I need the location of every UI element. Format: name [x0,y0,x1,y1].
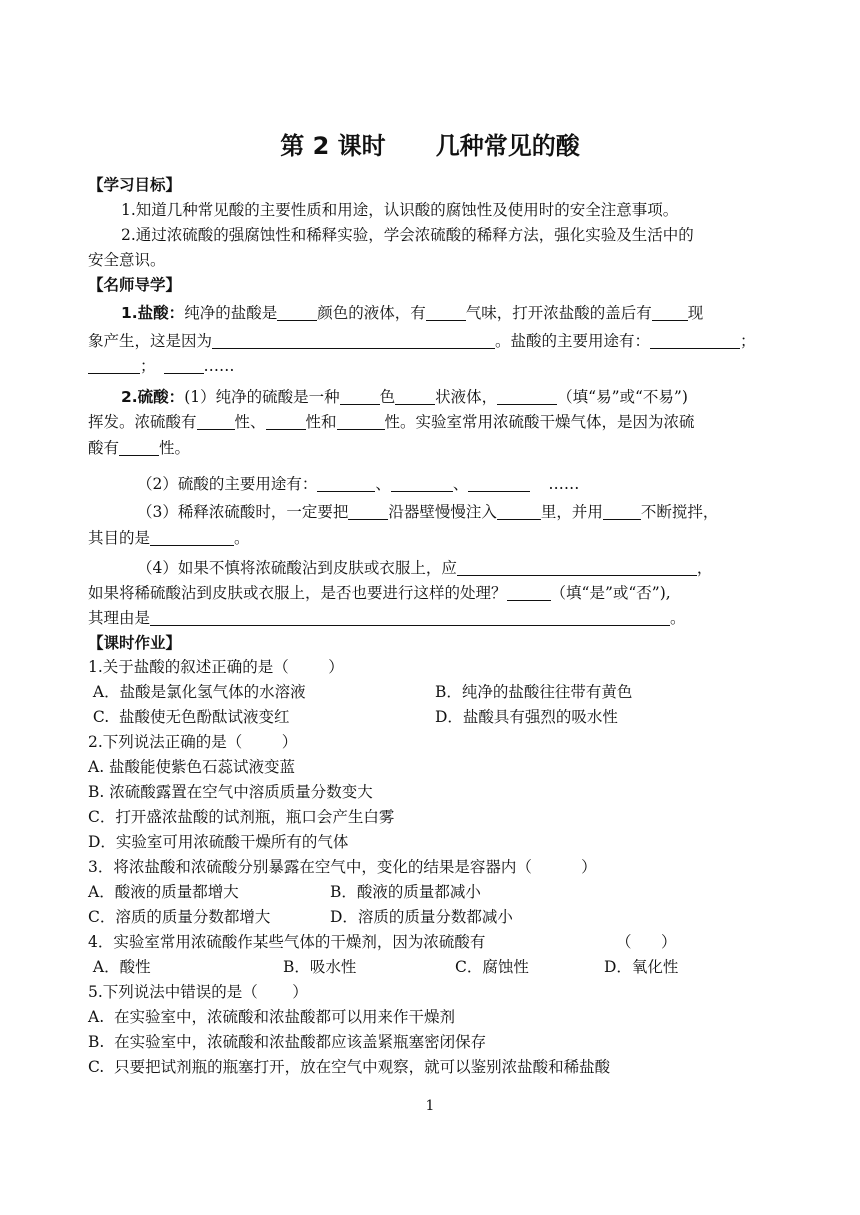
dilution-line-1 [137,500,718,525]
blank-h2so4-property-3[interactable] [337,412,385,430]
blank-dilution-into[interactable] [497,502,541,520]
blank-dilution-pour[interactable] [348,502,388,520]
text: ； [140,357,156,375]
text: 。 [234,529,250,547]
blank-hcl-odor[interactable] [426,303,466,321]
text: 、 [375,475,391,493]
blank-hcl-use-2[interactable] [88,356,140,374]
blank-h2so4-property-2[interactable] [266,412,306,430]
text: (1）纯净的硫酸是一种 [184,388,340,406]
question-4-option-b: B．吸水性 [283,958,357,976]
page-title: 第 2 课时 几种常见的酸 [280,132,580,160]
spill-line-2 [88,581,671,606]
h2so4-uses-line [137,472,579,497]
blank-h2so4-color[interactable] [340,387,380,405]
text: （填“易”或“不易”) [557,388,688,406]
goal-item-1: 1.知道几种常见酸的主要性质和用途，认识酸的腐蚀性及使用时的安全注意事项。 [121,201,679,219]
question-2-option-a: A. 盐酸能使紫色石蕊试液变蓝 [88,758,296,776]
section-heading-homework: 【课时作业】 [88,634,182,652]
blank-h2so4-use-2[interactable] [391,474,453,492]
hcl-line-3 [88,354,235,379]
section-heading-goals: 【学习目标】 [88,176,182,194]
text: 性、 [234,413,266,431]
page-number: 1 [425,1098,435,1114]
dilution-line-2 [88,526,250,551]
blank-h2so4-use-3[interactable] [468,474,530,492]
question-4-answer-paren: （ ） [616,933,677,951]
text: 纯净的盐酸是 [184,304,278,322]
text: 性。实验室常用浓硫酸干燥气体，是因为浓硫 [384,413,695,431]
question-3-option-d: D．溶质的质量分数都减小 [330,908,513,926]
blank-hcl-reason[interactable] [212,331,495,349]
question-5-option-a: A. 在实验室中，浓硫酸和浓盐酸都可以用来作干燥剂 [88,1008,455,1026]
text: 状液体， [435,388,498,406]
question-3: 3．将浓盐酸和浓硫酸分别暴露在空气中，变化的结果是容器内（ ） [88,858,597,876]
blank-h2so4-property-1[interactable] [197,412,235,430]
question-2-option-d: D．实验室可用浓硫酸干燥所有的气体 [88,833,349,851]
blank-dilution-purpose[interactable] [150,528,234,546]
question-2-option-c: C．打开盛浓盐酸的试剂瓶，瓶口会产生白雾 [88,808,395,826]
blank-hcl-use-3[interactable] [164,356,204,374]
question-3-option-a: A．酸液的质量都增大 [88,883,239,901]
h2so4-line-1 [121,385,688,410]
blank-hcl-use-1[interactable] [650,331,740,349]
blank-h2so4-drying[interactable] [119,438,159,456]
question-1-option-d: D．盐酸具有强烈的吸水性 [435,708,618,726]
blank-dilution-stir[interactable] [603,502,641,520]
question-4: 4．实验室常用浓硫酸作某些气体的干燥剂，因为浓硫酸有 [88,933,486,951]
blank-h2so4-use-1[interactable] [317,474,375,492]
text: （2）硫酸的主要用途有： [137,475,318,493]
question-3-option-c: C．溶质的质量分数都增大 [88,908,271,926]
spill-line-1 [137,556,712,581]
h2so4-heading: 2.硫酸： [121,388,185,406]
question-5-option-b: B. 在实验室中，浓硫酸和浓盐酸都应该盖紧瓶塞密闭保存 [88,1033,487,1051]
section-heading-guide: 【名师导学】 [88,276,182,294]
text: 气味，打开浓盐酸的盖后有 [465,304,652,322]
blank-spill-treatment[interactable] [457,558,697,576]
text: 酸有 [88,439,120,457]
question-4-option-d: D．氧化性 [604,958,679,976]
question-2-option-b: B. 浓硫酸露置在空气中溶质质量分数变大 [88,783,373,801]
hcl-line-1 [121,301,703,326]
text: 性和 [305,413,337,431]
text: （填“是”或“否”), [550,584,671,602]
text: 性。 [159,439,191,457]
text: 如果将稀硫酸沾到皮肤或衣服上，是否也要进行这样的处理？ [88,584,507,602]
text: …… [203,357,235,375]
text: 现 [687,304,704,322]
text: 不断搅拌， [640,503,719,521]
text: 色 [379,388,396,406]
question-4-option-c: C．腐蚀性 [455,958,529,976]
blank-spill-yes-no[interactable] [507,583,551,601]
text: 颜色的液体，有 [317,304,426,322]
text: ， [696,559,713,577]
text: 、 [452,475,469,493]
text: 其目的是 [88,529,151,547]
blank-spill-reason[interactable] [150,608,670,626]
text: 挥发。浓硫酸有 [88,413,197,431]
text: ； [740,332,756,350]
blank-h2so4-volatility[interactable] [497,387,557,405]
text: （4）如果不慎将浓硫酸沾到皮肤或衣服上，应 [137,559,457,577]
hcl-line-2 [88,329,756,354]
question-5: 5.下列说法中错误的是（ ） [88,983,308,1001]
blank-h2so4-state[interactable] [395,387,435,405]
h2so4-line-3 [88,436,190,461]
question-1-option-c: C. 盐酸使无色酚酞试液变红 [88,708,290,726]
text: 其理由是 [88,609,151,627]
question-2: 2.下列说法正确的是（ ） [88,733,298,751]
goal-item-2-line-1: 2.通过浓硫酸的强腐蚀性和稀释实验，学会浓硫酸的稀释方法，强化实验及生活中的 [121,226,694,244]
question-4-option-a: A．酸性 [88,958,151,976]
hcl-heading: 1.盐酸： [121,304,185,322]
h2so4-line-2 [88,410,695,435]
text: 。 [670,609,686,627]
text: 象产生，这是因为 [88,332,213,350]
goal-item-2-line-2: 安全意识。 [88,251,166,269]
question-1: 1.关于盐酸的叙述正确的是（ ） [88,658,344,676]
question-1-option-b: B．纯净的盐酸往往带有黄色 [435,683,633,701]
blank-hcl-color[interactable] [277,303,317,321]
blank-hcl-phenomenon[interactable] [652,303,688,321]
spill-line-3 [88,606,686,631]
text: 里，并用 [540,503,603,521]
question-3-option-b: B．酸液的质量都减小 [330,883,481,901]
question-5-option-c: C. 只要把试剂瓶的瓶塞打开，放在空气中观察，就可以鉴别浓盐酸和稀盐酸 [88,1058,611,1076]
question-1-option-a: A．盐酸是氯化氢气体的水溶液 [88,683,306,701]
text: …… [548,475,580,493]
text: 沿器壁慢慢注入 [388,503,497,521]
text: （3）稀释浓硫酸时，一定要把 [137,503,349,521]
text: 。盐酸的主要用途有： [495,332,651,350]
